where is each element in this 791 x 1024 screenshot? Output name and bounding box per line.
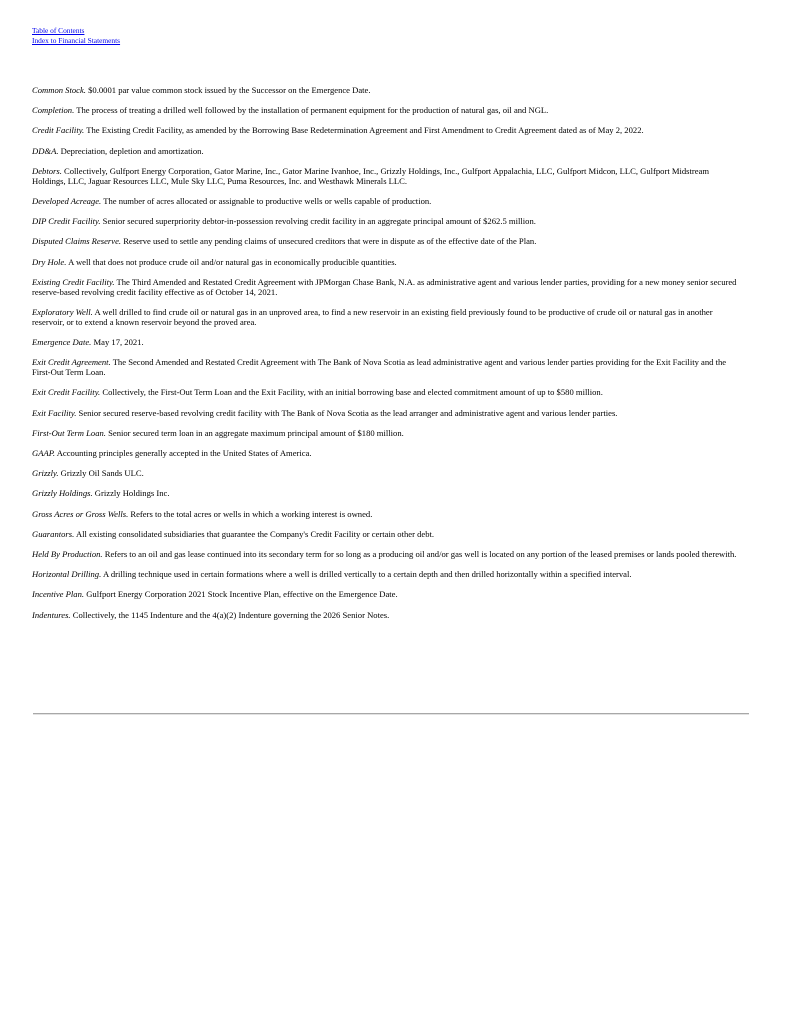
definition-item — [32, 125, 742, 135]
definition-term: Completion. — [32, 105, 75, 116]
definition-text: The Second Amended and Restated Credit Agreement with The Bank of Nova Scotia as lead administrative agent and various lender parties providing for the Exit Facility and the First-Out Term Loan. — [32, 357, 727, 378]
definition-text: A well drilled to find crude oil or natural gas in an unproved area, to find a new reservoir in an existing field previously found to be productive of crude oil or natural gas in another reservoir, or to extend a known reservoir beyond the proved area. — [32, 306, 713, 327]
definition-term: Horizontal Drilling. — [32, 569, 102, 580]
definition-text: Accounting principles generally accepted in the United States of America. — [56, 448, 312, 458]
definition-item — [32, 216, 742, 226]
definition-text: Senior secured term loan in an aggregate maximum principal amount of $180 million. — [108, 427, 404, 438]
definition-term: Held By Production. — [32, 548, 103, 559]
definition-text: Reserve used to settle any pending claims of unsecured creditors that were in dispute as of the effective date of the Plan. — [123, 236, 537, 247]
definition-item — [32, 428, 742, 438]
definition-text: All existing consolidated subsidiaries that guarantee the Company's Credit Facility or certain other debt. — [75, 528, 435, 539]
definition-term: Existing Credit Facility. — [32, 276, 115, 287]
definition-item — [32, 236, 742, 246]
definition-text: The Existing Credit Facility, as amended by the Borrowing Base Redetermination Agreement and First Amendment to Credit Agreement dated as of May 2, 2022. — [86, 125, 644, 136]
definition-text: The number of acres allocated or assignable to productive wells or wells capable of production. — [103, 195, 432, 206]
definition-item — [32, 307, 742, 327]
definition-text: The process of treating a drilled well followed by the installation of permanent equipment for the production of natural gas, oil and NGL. — [76, 105, 549, 116]
definition-term: Gross Acres or Gross Wells. — [32, 508, 129, 519]
definition-text: Senior secured reserve-based revolving credit facility with The Bank of Nova Scotia as the lead arranger and administrative agent and various lender parties. — [78, 407, 618, 418]
definition-item — [32, 257, 742, 267]
definition-text: Collectively, Gulfport Energy Corporation, Gator Marine, Inc., Gator Marine Ivanhoe, Inc., Grizzly Holdings, Inc., Gulfport Appalachia, LLC, Gulfport Midcon, LLC, Gulfport Midstream Holdings, LLC, Jaguar Resources LLC, Mule Sky LLC, Puma Resources, Inc. and Westhawk Minerals LLC. — [32, 165, 710, 186]
definition-term: GAAP. — [32, 448, 55, 458]
definition-term: Exit Credit Agreement. — [32, 357, 111, 368]
definition-item — [32, 196, 742, 206]
page-divider — [33, 713, 749, 715]
definition-text: Grizzly Holdings Inc. — [94, 488, 170, 499]
definition-text: Refers to the total acres or wells in which a working interest is owned. — [130, 508, 373, 519]
definition-item — [32, 85, 742, 95]
definition-item — [32, 166, 742, 186]
definition-term: Grizzly. — [32, 468, 59, 479]
definition-item — [32, 529, 742, 539]
definitions-list — [32, 85, 742, 630]
definition-term: DIP Credit Facility. — [32, 216, 101, 227]
definition-term: Dry Hole. — [32, 256, 67, 267]
definition-text: Senior secured superpriority debtor-in-possession revolving credit facility in an aggregate principal amount of $262.5 million. — [102, 216, 536, 227]
definition-term: Guarantors. — [32, 528, 75, 539]
definition-item — [32, 277, 742, 297]
definition-term: Developed Acreage. — [32, 195, 102, 206]
definition-item — [32, 468, 742, 478]
definition-term: Emergence Date. — [32, 337, 92, 348]
definition-item — [32, 569, 742, 579]
definition-term: Disputed Claims Reserve. — [32, 236, 122, 247]
definition-item — [32, 146, 742, 156]
definition-item — [32, 488, 742, 498]
definition-text: Grizzly Oil Sands ULC. — [60, 468, 144, 479]
definition-item — [32, 337, 742, 347]
definition-term: Exploratory Well. — [32, 306, 93, 317]
definition-term: Indentures. — [32, 609, 71, 620]
definition-term: Incentive Plan. — [32, 589, 85, 600]
definition-item — [32, 448, 742, 458]
definition-term: Debtors. — [32, 165, 62, 176]
definition-term: Credit Facility. — [32, 125, 85, 136]
definition-item — [32, 610, 742, 620]
definition-item — [32, 589, 742, 599]
definition-text: The Third Amended and Restated Credit Agreement with JPMorgan Chase Bank, N.A. as administrative agent and various lender parties, providing for a new money senior secured reserve-based revolving credit facility effective as of October 14, 2021. — [32, 276, 737, 297]
definition-term: Grizzly Holdings. — [32, 488, 93, 499]
definition-text: Depreciation, depletion and amortization. — [60, 145, 204, 156]
definition-text: Gulfport Energy Corporation 2021 Stock Incentive Plan, effective on the Emergence Date. — [86, 589, 398, 600]
table-of-contents-link[interactable]: Table of Contents — [32, 26, 85, 35]
definition-term: First-Out Term Loan. — [32, 427, 106, 438]
definition-item — [32, 509, 742, 519]
definition-item — [32, 357, 742, 377]
definition-text: $0.0001 par value common stock issued by the Successor on the Emergence Date. — [88, 85, 371, 95]
definition-text: Collectively, the First-Out Term Loan and the Exit Facility, with an initial borrowing base and elected commitment amount of up to $580 million. — [102, 387, 603, 398]
definition-term: Exit Credit Facility. — [32, 387, 101, 398]
definition-item — [32, 549, 742, 559]
definition-text: Collectively, the 1145 Indenture and the 4(a)(2) Indenture governing the 2026 Senior Notes. — [72, 609, 390, 620]
definition-text: Refers to an oil and gas lease continued into its secondary term for so long as a producing oil and/or gas well is located on any portion of the leased premises or lands pooled therewith. — [104, 548, 737, 559]
index-to-financial-statements-link[interactable]: Index to Financial Statements — [32, 36, 121, 45]
definition-text: A well that does not produce crude oil and/or natural gas in economically producible quantities. — [68, 256, 397, 267]
definition-term: DD&A. — [32, 145, 59, 156]
top-navigation — [32, 26, 120, 46]
definition-text: A drilling technique used in certain formations where a well is drilled vertically to a certain depth and then drilled horizontally within a specified interval. — [102, 569, 632, 580]
definition-item — [32, 105, 742, 115]
definition-item — [32, 408, 742, 418]
definition-text: May 17, 2021. — [93, 337, 144, 348]
definition-term: Common Stock. — [32, 85, 86, 95]
definition-term: Exit Facility. — [32, 407, 77, 418]
definition-item — [32, 387, 742, 397]
